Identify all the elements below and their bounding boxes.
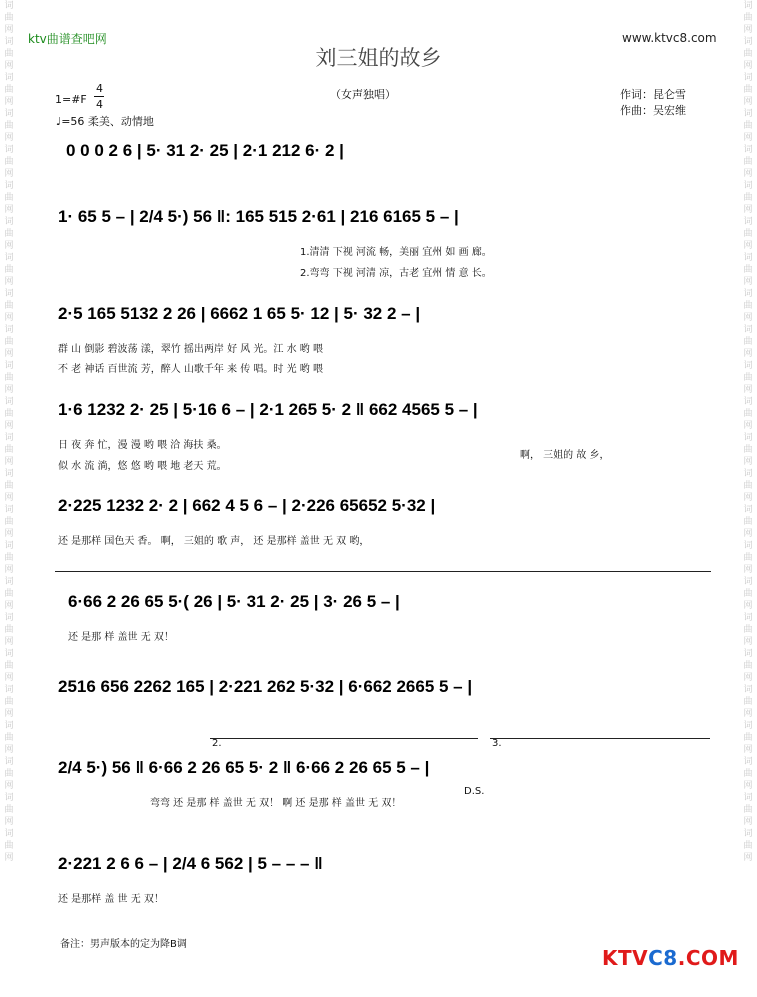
lyric-row-8: 弯弯 还 是那 样 盖世 无 双！ 啊 还 是那 样 盖世 无 双！	[150, 798, 402, 809]
ending-2-bracket	[210, 738, 478, 739]
score-row-5: 2·225 1232 2· 2 | 662 4 5 6 – | 2·226 65652 5·32 |	[58, 496, 436, 515]
score-row-7: 2516 656 2262 165 | 2·221 262 5·32 | 6·662 2665 5 – |	[58, 677, 473, 696]
score-row-4: 1·6 1232 2· 25 | 5·16 6 – | 2·1 265 5· 2 ‖ 662 4565 5 – |	[58, 400, 478, 419]
composer-credit: 作曲：吴宏维	[620, 104, 686, 117]
lyric-row-3-verse-1: 群 山 倒影 碧波荡 漾，翠竹 摇出两岸 好 风 光。江 水 哟 喂	[58, 344, 323, 355]
key-signature: 1=#F	[55, 93, 87, 106]
lyric-row-5: 还 是那样 国色天 香。 啊， 三姐的 歌 声， 还 是那样 盖世 无 双 哟，	[58, 536, 370, 547]
lyric-row-4-verse-1: 日 夜 奔 忙，漫 漫 哟 喂 洽 海扶 桑。	[58, 440, 227, 451]
time-signature-line	[94, 96, 104, 97]
side-watermark-right: 词 曲 网 词 曲 网 词 曲 网 词 曲 网 词 曲 网 词 曲 网 词 曲 网 词 曲 网 词 曲 网 词 曲 网 词 曲 网 词 曲 网 词 曲 网 词 曲 网 词 曲 网 词 曲 网 词 曲 网 词 曲 网 词 曲 网 词 曲 网 词 曲 网 词 曲 网 词 曲 网 词 曲 网	[743, 1, 753, 863]
lyric-row-2-verse-1: 1.清清 下视 河流 畅，美丽 宜州 如 画 廊。	[300, 247, 492, 258]
lyric-row-4-verse-2: 似 水 流 淌，悠 悠 哟 喂 地 老天 荒。	[58, 461, 227, 472]
score-row-6: 6·66 2 26 65 5·( 26 | 5· 31 2· 25 | 3· 26 5 – |	[68, 592, 400, 611]
lyric-row-4-refrain: 啊， 三姐的 故 乡，	[520, 450, 610, 461]
site-watermark-right: www.ktvc8.com	[622, 31, 717, 45]
time-signature-bottom: 4	[96, 98, 103, 111]
lyric-row-9: 还 是那样 盖 世 无 双！	[58, 894, 164, 905]
ending-1-label: 2.	[212, 738, 222, 749]
lyricist-credit: 作词：昆仑雪	[620, 88, 686, 101]
ending-3-label: 3.	[492, 738, 502, 749]
lyric-row-6: 还 是那 样 盖世 无 双！	[68, 632, 174, 643]
lyric-row-2-verse-2: 2.弯弯 下视 河清 凉，古老 宜州 情 意 长。	[300, 268, 492, 279]
ktvc8-logo: KTVC8.COM	[602, 946, 739, 970]
dal-segno-mark: D.S.	[464, 786, 485, 797]
lyric-row-3-verse-2: 不 老 神话 百世流 芳，醉人 山歌千年 来 传 唱。时 光 哟 喂	[58, 364, 323, 375]
site-watermark-left: ktv曲谱查吧网	[28, 32, 107, 46]
score-row-8: 2/4 5·) 56 ‖ 6·66 2 26 65 5· 2 ‖ 6·66 2 26 65 5 – |	[58, 758, 430, 777]
score-row-9: 2·221 2 6 6 – | 2/4 6 562 | 5 – – – ‖	[58, 854, 323, 873]
score-row-3: 2·5 165 5132 2 26 | 6662 1 65 5· 12 | 5· 32 2 – |	[58, 304, 421, 323]
time-signature-top: 4	[96, 82, 103, 95]
ending-3-bracket	[490, 738, 710, 739]
side-watermark-left: 词 曲 网 词 曲 网 词 曲 网 词 曲 网 词 曲 网 词 曲 网 词 曲 网 词 曲 网 词 曲 网 词 曲 网 词 曲 网 词 曲 网 词 曲 网 词 曲 网 词 曲 网 词 曲 网 词 曲 网 词 曲 网 词 曲 网 词 曲 网 词 曲 网 词 曲 网 词 曲 网 词 曲 网	[4, 1, 14, 863]
coda-bracket	[55, 571, 711, 572]
score-row-2: 1· 65 5 – | 2/4 5·) 56 ‖: 165 515 2·61 | 216 6165 5 – |	[58, 207, 459, 226]
performance-note: （女声独唱）	[330, 88, 396, 101]
song-title: 刘三姐的故乡	[315, 46, 442, 70]
tempo-marking: ♩=56 柔美、动情地	[56, 115, 154, 128]
footnote: 备注：男声版本的定为降B调	[60, 939, 187, 950]
score-row-1: 0 0 0 2 6 | 5· 31 2· 25 | 2·1 212 6· 2 |	[66, 141, 344, 160]
